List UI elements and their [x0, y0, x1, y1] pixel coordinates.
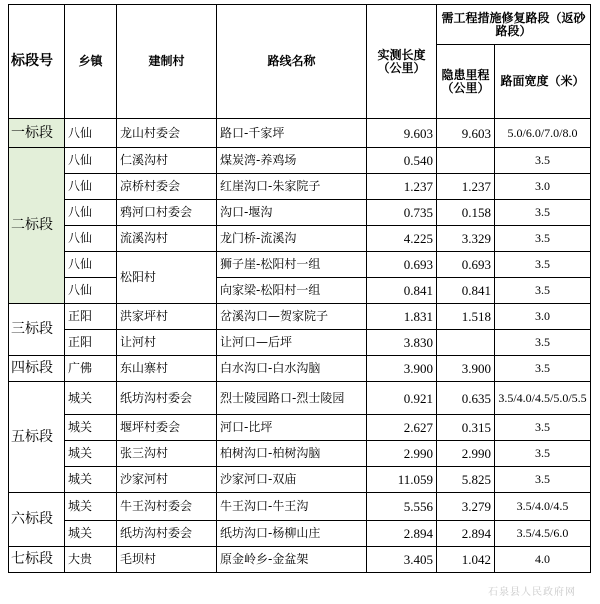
hazard-cell: 0.635: [437, 382, 495, 415]
header-width: 路面宽度（米）: [495, 45, 591, 119]
section-label: 五标段: [9, 382, 65, 493]
route-cell: 红崖沟口-朱家院子: [217, 174, 367, 200]
width-cell: 4.0: [495, 547, 591, 573]
table-row: [9, 382, 591, 415]
village-cell: 张三沟村: [117, 441, 217, 467]
township-cell: 八仙: [65, 278, 117, 304]
route-cell: 煤炭湾-养鸡场: [217, 148, 367, 174]
township-cell: 正阳: [65, 304, 117, 330]
width-cell: 3.5: [495, 467, 591, 493]
width-cell: 3.5: [495, 226, 591, 252]
hazard-cell: 9.603: [437, 119, 495, 148]
township-cell: 城关: [65, 441, 117, 467]
route-cell: 河口-比坪: [217, 415, 367, 441]
township-cell: 城关: [65, 521, 117, 547]
village-cell: 东山寨村: [117, 356, 217, 382]
route-cell: 沟口-堰沟: [217, 200, 367, 226]
hazard-cell: 0.315: [437, 415, 495, 441]
table-row: [9, 493, 591, 521]
section-label: 四标段: [9, 356, 65, 382]
village-cell: 纸坊沟村委会: [117, 382, 217, 415]
width-cell: 3.5/4.0/4.5: [495, 493, 591, 521]
hazard-cell: 2.894: [437, 521, 495, 547]
township-cell: 八仙: [65, 252, 117, 278]
table-row: [9, 174, 591, 200]
village-cell: 鸦河口村委会: [117, 200, 217, 226]
table-row: [9, 467, 591, 493]
section-label: 六标段: [9, 493, 65, 547]
route-cell: 沙家河口-双庙: [217, 467, 367, 493]
village-cell: 仁溪沟村: [117, 148, 217, 174]
hazard-cell: 3.900: [437, 356, 495, 382]
township-cell: 八仙: [65, 200, 117, 226]
village-cell: 毛坝村: [117, 547, 217, 573]
township-cell: 城关: [65, 467, 117, 493]
table-row: [9, 119, 591, 148]
route-cell: 龙门桥-流溪沟: [217, 226, 367, 252]
road-repair-table: [8, 4, 591, 573]
length-cell: 0.540: [367, 148, 437, 174]
route-cell: 原金岭乡-金盆架: [217, 547, 367, 573]
width-cell: 3.0: [495, 304, 591, 330]
hazard-cell: 3.329: [437, 226, 495, 252]
watermark: 石泉县人民政府网: [488, 587, 576, 598]
table-row: [9, 304, 591, 330]
width-cell: 5.0/6.0/7.0/8.0: [495, 119, 591, 148]
hazard-cell: 2.990: [437, 441, 495, 467]
width-cell: 3.5/4.5/6.0: [495, 521, 591, 547]
width-cell: 3.5: [495, 441, 591, 467]
section-label: 七标段: [9, 547, 65, 573]
village-cell: 沙家河村: [117, 467, 217, 493]
route-cell: 烈士陵园路口-烈士陵园: [217, 382, 367, 415]
section-label: 三标段: [9, 304, 65, 356]
table-row: [9, 330, 591, 356]
route-cell: 狮子崖-松阳村一组: [217, 252, 367, 278]
width-cell: 3.5: [495, 252, 591, 278]
township-cell: 大贵: [65, 547, 117, 573]
table-row: [9, 226, 591, 252]
length-cell: 11.059: [367, 467, 437, 493]
hazard-cell: 5.825: [437, 467, 495, 493]
hazard-cell: [437, 330, 495, 356]
route-cell: 白水沟口-白水沟脑: [217, 356, 367, 382]
township-cell: 八仙: [65, 119, 117, 148]
table-row: [9, 148, 591, 174]
route-cell: 柏树沟口-柏树沟脑: [217, 441, 367, 467]
village-cell: 牛王沟村委会: [117, 493, 217, 521]
header-length: 实测长度（公里）: [367, 5, 437, 119]
width-cell: 3.5: [495, 148, 591, 174]
route-cell: 牛王沟口-牛王沟: [217, 493, 367, 521]
village-cell: 让河村: [117, 330, 217, 356]
route-cell: 向家梁-松阳村一组: [217, 278, 367, 304]
length-cell: 1.237: [367, 174, 437, 200]
village-cell: 纸坊沟村委会: [117, 521, 217, 547]
route-cell: 纸坊沟口-杨柳山庄: [217, 521, 367, 547]
length-cell: 3.900: [367, 356, 437, 382]
length-cell: 2.990: [367, 441, 437, 467]
table-row: [9, 278, 591, 304]
hazard-cell: 3.279: [437, 493, 495, 521]
length-cell: 9.603: [367, 119, 437, 148]
width-cell: 3.5: [495, 415, 591, 441]
village-cell: 洪家坪村: [117, 304, 217, 330]
header-route: 路线名称: [217, 5, 367, 119]
width-cell: 3.5/4.0/4.5/5.0/5.5: [495, 382, 591, 415]
length-cell: 0.841: [367, 278, 437, 304]
length-cell: 0.735: [367, 200, 437, 226]
table-row: [9, 356, 591, 382]
width-cell: 3.5: [495, 356, 591, 382]
section-label: 二标段: [9, 148, 65, 304]
township-cell: 八仙: [65, 148, 117, 174]
length-cell: 2.627: [367, 415, 437, 441]
township-cell: 城关: [65, 415, 117, 441]
section-label: 一标段: [9, 119, 65, 148]
village-cell: 流溪沟村: [117, 226, 217, 252]
width-cell: 3.5: [495, 330, 591, 356]
length-cell: 1.831: [367, 304, 437, 330]
hazard-cell: 0.841: [437, 278, 495, 304]
village-cell: 龙山村委会: [117, 119, 217, 148]
township-cell: 城关: [65, 493, 117, 521]
length-cell: 3.405: [367, 547, 437, 573]
route-cell: 岔溪沟口—贺家院子: [217, 304, 367, 330]
village-cell: 凉桥村委会: [117, 174, 217, 200]
length-cell: 2.894: [367, 521, 437, 547]
length-cell: 5.556: [367, 493, 437, 521]
table-row: [9, 200, 591, 226]
table-row: [9, 415, 591, 441]
width-cell: 3.0: [495, 174, 591, 200]
township-cell: 八仙: [65, 174, 117, 200]
route-cell: 让河口—后坪: [217, 330, 367, 356]
header-village: 建制村: [117, 5, 217, 119]
header-township: 乡镇: [65, 5, 117, 119]
village-cell: 松阳村: [117, 252, 217, 304]
hazard-cell: 0.158: [437, 200, 495, 226]
hazard-cell: 0.693: [437, 252, 495, 278]
header-group-title: 需工程措施修复路段（返砂路段）: [437, 5, 591, 45]
header-section: 标段号: [9, 5, 65, 119]
township-cell: 正阳: [65, 330, 117, 356]
length-cell: 3.830: [367, 330, 437, 356]
route-cell: 路口-千家坪: [217, 119, 367, 148]
township-cell: 八仙: [65, 226, 117, 252]
width-cell: 3.5: [495, 278, 591, 304]
length-cell: 0.693: [367, 252, 437, 278]
village-cell: 堰坪村委会: [117, 415, 217, 441]
township-cell: 城关: [65, 382, 117, 415]
header-hazard: 隐患里程（公里）: [437, 45, 495, 119]
hazard-cell: 1.042: [437, 547, 495, 573]
table-row: [9, 547, 591, 573]
length-cell: 4.225: [367, 226, 437, 252]
hazard-cell: [437, 148, 495, 174]
hazard-cell: 1.237: [437, 174, 495, 200]
table-row: [9, 441, 591, 467]
hazard-cell: 1.518: [437, 304, 495, 330]
township-cell: 广佛: [65, 356, 117, 382]
width-cell: 3.5: [495, 200, 591, 226]
length-cell: 0.921: [367, 382, 437, 415]
table-row: [9, 252, 591, 278]
table-row: [9, 521, 591, 547]
